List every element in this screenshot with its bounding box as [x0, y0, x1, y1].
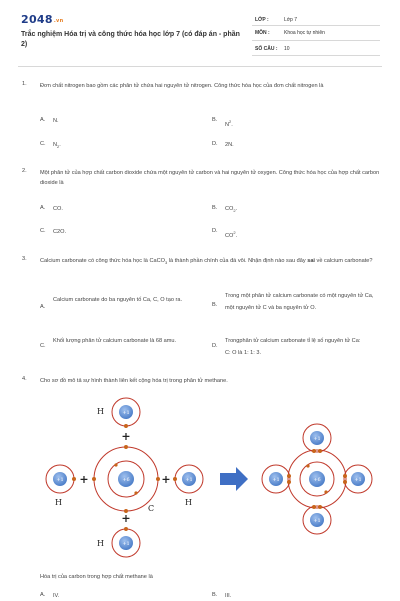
svg-text:+1: +1: [313, 518, 321, 524]
question-text: Calcium carbonate có công thức hóa học là CaCO$_3$ là thành phần chính của đá vôi. Nhận định nào sau đây sai về calcium carbonate?: [40, 258, 373, 266]
svg-text:+1: +1: [122, 541, 130, 547]
meta-divider: [252, 25, 380, 26]
meta-value-subject: Khoa học tự nhiên: [284, 30, 325, 36]
page-header: [0, 0, 400, 62]
meta-divider: [252, 40, 380, 41]
svg-text:+: +: [79, 473, 89, 486]
question-text: Hóa trị của carbon trong hợp chất methane là: [40, 574, 153, 580]
svg-text:+1: +1: [185, 477, 193, 483]
meta-key-count: SỐ CÂU :: [255, 46, 278, 52]
svg-text:H: H: [185, 498, 192, 507]
header-divider: [18, 66, 382, 67]
svg-text:+: +: [121, 430, 131, 443]
question-text: Cho sơ đồ mô tả sự hình thành liên kết cộng hóa trị trong phân tử methane.: [40, 378, 228, 384]
reaction-arrow-icon: [220, 467, 248, 491]
page-title: Trắc nghiệm Hóa trị và công thức hóa học lớp 7 (có đáp án - phần 2): [21, 31, 240, 48]
site-logo[interactable]: 2048.vn: [21, 13, 64, 26]
svg-text:+6: +6: [313, 477, 321, 483]
svg-text:+: +: [161, 473, 171, 486]
methane-bond-diagram: [0, 395, 400, 565]
svg-text:+1: +1: [313, 436, 321, 442]
question-number: 2.: [22, 168, 27, 174]
question-number: 3.: [22, 256, 27, 262]
hydrogen-atom-bottom: [97, 527, 140, 557]
meta-value-class: Lớp 7: [284, 17, 298, 23]
svg-text:H: H: [55, 498, 62, 507]
meta-key-subject: MÔN :: [255, 30, 270, 36]
svg-text:+1: +1: [354, 477, 362, 483]
question-text: Một phân tử của hợp chất carbon dioxide chứa một nguyên tử carbon và hai nguyên tử oxygen. Công thức hóa học của hợp chất carbon dioxide là: [40, 170, 380, 186]
methane-molecule: [262, 424, 372, 534]
svg-text:+1: +1: [272, 477, 280, 483]
meta-value-count: 10: [284, 46, 290, 52]
question-number: 4.: [22, 376, 27, 382]
hydrogen-atom-top: [97, 398, 140, 428]
svg-text:+6: +6: [122, 477, 130, 483]
svg-text:H: H: [97, 407, 104, 416]
meta-divider: [252, 55, 380, 56]
question-number: 1.: [22, 81, 27, 87]
svg-text:+: +: [121, 512, 131, 525]
svg-text:C: C: [148, 504, 155, 513]
hydrogen-atom-right: [173, 465, 203, 507]
svg-text:H: H: [97, 539, 104, 548]
svg-text:+1: +1: [122, 410, 130, 416]
svg-text:+1: +1: [56, 477, 64, 483]
question-text: Đơn chất nitrogen bao gồm các phân tử chứa hai nguyên tử nitrogen. Công thức hóa học của đơn chất nitrogen là: [40, 83, 324, 89]
meta-key-class: LỚP :: [255, 17, 269, 23]
carbon-atom: [92, 445, 160, 513]
hydrogen-atom-left: [46, 465, 76, 507]
